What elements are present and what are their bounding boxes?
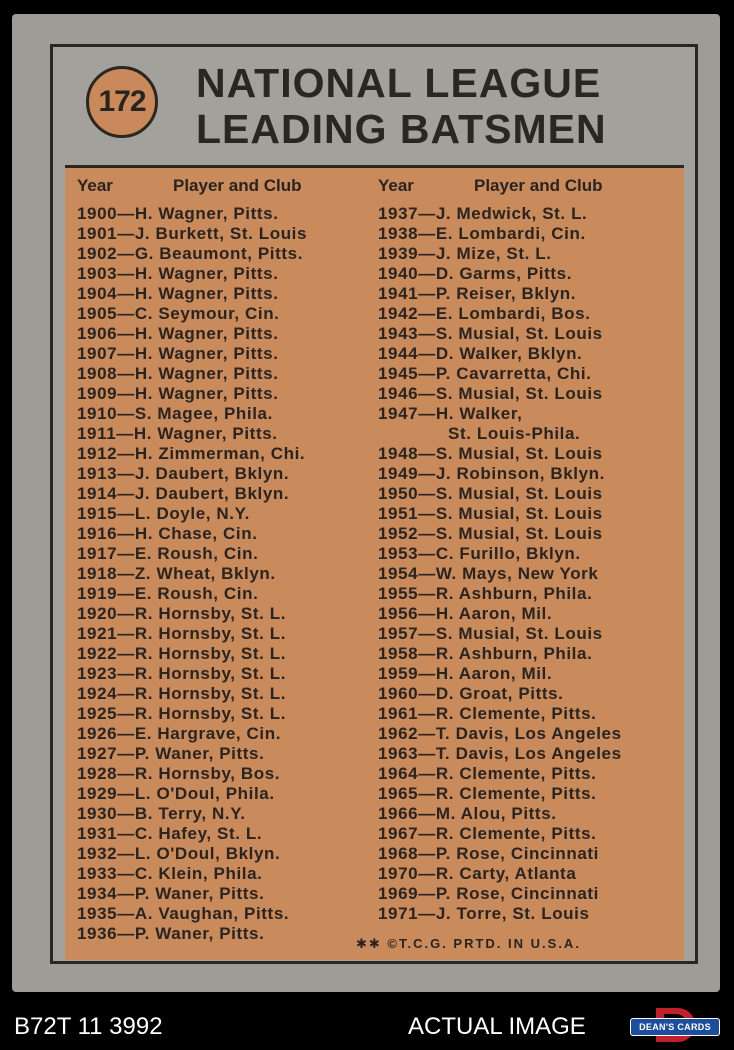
leader-row: 1923—R. Hornsby, St. L. (77, 664, 287, 683)
leader-row: 1971—J. Torre, St. Louis (378, 904, 590, 923)
leader-row: 1925—R. Hornsby, St. L. (77, 704, 287, 723)
logo-text: DEAN'S CARDS (630, 1018, 720, 1036)
leader-row: 1911—H. Wagner, Pitts. (77, 424, 278, 443)
leader-row: 1951—S. Musial, St. Louis (378, 504, 603, 523)
leader-row: 1903—H. Wagner, Pitts. (77, 264, 279, 283)
title-line-1: NATIONAL LEAGUE (196, 60, 602, 106)
card-number-badge (86, 66, 158, 138)
leader-row: 1912—H. Zimmerman, Chi. (77, 444, 306, 463)
right-rows (378, 204, 622, 924)
leader-row: 1913—J. Daubert, Bklyn. (77, 464, 290, 483)
leader-row: 1930—B. Terry, N.Y. (77, 804, 246, 823)
leader-row: 1926—E. Hargrave, Cin. (77, 724, 282, 743)
leader-row: 1905—C. Seymour, Cin. (77, 304, 280, 323)
leader-row: 1902—G. Beaumont, Pitts. (77, 244, 304, 263)
leader-row: 1952—S. Musial, St. Louis (378, 524, 603, 543)
leader-row: 1937—J. Medwick, St. L. (378, 204, 588, 223)
leader-row: 1932—L. O'Doul, Bklyn. (77, 844, 281, 863)
left-column (77, 174, 307, 944)
leader-row: 1920—R. Hornsby, St. L. (77, 604, 287, 623)
leader-row: 1956—H. Aaron, Mil. (378, 604, 553, 623)
leader-row: 1909—H. Wagner, Pitts. (77, 384, 279, 403)
right-player-header: Player and Club (474, 176, 603, 195)
leader-row: 1955—R. Ashburn, Phila. (378, 584, 593, 603)
leader-row: 1917—E. Roush, Cin. (77, 544, 259, 563)
card-title (196, 60, 607, 152)
leader-row: 1907—H. Wagner, Pitts. (77, 344, 279, 363)
leader-row: 1927—P. Waner, Pitts. (77, 744, 265, 763)
left-header (77, 174, 307, 198)
leader-row: 1965—R. Clemente, Pitts. (378, 784, 597, 803)
leader-row: 1964—R. Clemente, Pitts. (378, 764, 597, 783)
leader-row: 1904—H. Wagner, Pitts. (77, 284, 279, 303)
leader-row: 1948—S. Musial, St. Louis (378, 444, 603, 463)
leader-row: 1946—S. Musial, St. Louis (378, 384, 603, 403)
leader-row: 1936—P. Waner, Pitts. (77, 924, 265, 943)
leader-row: 1962—T. Davis, Los Angeles (378, 724, 622, 743)
leader-row: 1906—H. Wagner, Pitts. (77, 324, 279, 343)
leader-row: 1947—H. Walker, (378, 404, 523, 423)
leader-row: 1969—P. Rose, Cincinnati (378, 884, 599, 903)
card-number: 172 (98, 85, 146, 118)
leader-row: 1910—S. Magee, Phila. (77, 404, 273, 423)
leader-row: 1966—M. Alou, Pitts. (378, 804, 557, 823)
leader-row: 1915—L. Doyle, N.Y. (77, 504, 250, 523)
leader-row: 1961—R. Clemente, Pitts. (378, 704, 597, 723)
leader-row: 1957—S. Musial, St. Louis (378, 624, 603, 643)
right-column (378, 174, 622, 924)
leader-row: 1938—E. Lombardi, Cin. (378, 224, 586, 243)
leader-row: 1929—L. O'Doul, Phila. (77, 784, 275, 803)
leader-row: 1954—W. Mays, New York (378, 564, 599, 583)
leader-row: 1914—J. Daubert, Bklyn. (77, 484, 290, 503)
title-line-2: LEADING BATSMEN (196, 106, 607, 152)
batting-leaders-table (65, 165, 684, 960)
leader-row: 1916—H. Chase, Cin. (77, 524, 258, 543)
right-year-header: Year (378, 176, 414, 195)
cert-number: B72T 11 3992 (14, 1013, 163, 1040)
leader-row: 1922—R. Hornsby, St. L. (77, 644, 287, 663)
leader-row: 1949—J. Robinson, Bklyn. (378, 464, 605, 483)
leader-row: 1967—R. Clemente, Pitts. (378, 824, 597, 843)
leader-row: 1935—A. Vaughan, Pitts. (77, 904, 290, 923)
leader-row: 1933—C. Klein, Phila. (77, 864, 263, 883)
leader-row: 1944—D. Walker, Bklyn. (378, 344, 583, 363)
leader-row: 1945—P. Cavarretta, Chi. (378, 364, 592, 383)
leader-row: 1942—E. Lombardi, Bos. (378, 304, 591, 323)
leader-row: St. Louis-Phila. (448, 424, 581, 443)
leader-row: 1943—S. Musial, St. Louis (378, 324, 603, 343)
left-rows (77, 204, 307, 944)
leader-row: 1963—T. Davis, Los Angeles (378, 744, 622, 763)
leader-row: 1919—E. Roush, Cin. (77, 584, 259, 603)
leader-row: 1908—H. Wagner, Pitts. (77, 364, 279, 383)
left-year-header: Year (77, 176, 113, 195)
actual-image-label: ACTUAL IMAGE (408, 1013, 586, 1040)
leader-row: 1953—C. Furillo, Bklyn. (378, 544, 581, 563)
leader-row: 1928—R. Hornsby, Bos. (77, 764, 281, 783)
leader-row: 1970—R. Carty, Atlanta (378, 864, 577, 883)
leader-row: 1939—J. Mize, St. L. (378, 244, 552, 263)
leader-row: 1960—D. Groat, Pitts. (378, 684, 564, 703)
leader-row: 1931—C. Hafey, St. L. (77, 824, 263, 843)
leader-row: 1918—Z. Wheat, Bklyn. (77, 564, 276, 583)
leader-row: 1968—P. Rose, Cincinnati (378, 844, 599, 863)
leader-row: 1958—R. Ashburn, Phila. (378, 644, 593, 663)
leader-row: 1900—H. Wagner, Pitts. (77, 204, 279, 223)
leader-row: 1959—H. Aaron, Mil. (378, 664, 553, 683)
leader-row: 1934—P. Waner, Pitts. (77, 884, 265, 903)
leader-row: 1941—P. Reiser, Bklyn. (378, 284, 577, 303)
leader-row: 1940—D. Garms, Pitts. (378, 264, 573, 283)
right-header (378, 174, 622, 198)
leader-row: 1950—S. Musial, St. Louis (378, 484, 603, 503)
leader-row: 1924—R. Hornsby, St. L. (77, 684, 287, 703)
leader-row: 1921—R. Hornsby, St. L. (77, 624, 287, 643)
leader-row: 1901—J. Burkett, St. Louis (77, 224, 308, 243)
left-player-header: Player and Club (173, 176, 302, 195)
copyright-line: ✱✱ ©T.C.G. PRTD. IN U.S.A. (356, 936, 581, 951)
